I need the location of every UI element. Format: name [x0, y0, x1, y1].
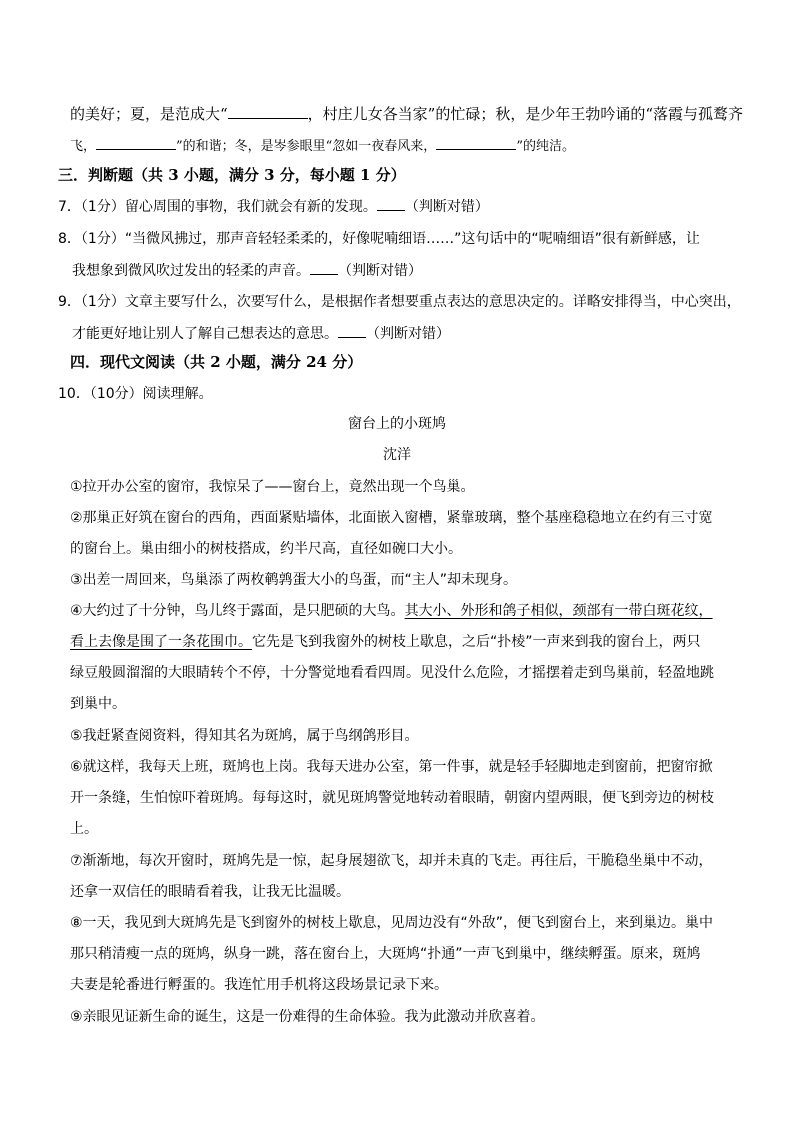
paragraph-8-line-2: 那只稍清瘦一点的斑鸠，纵身一跳，落在窗台上，大斑鸠“扑通”一声飞到巢中，继续孵蛋。原来，斑鸠: [70, 946, 701, 962]
question-text: 7．（1分）留心周围的事物，我们就会有新的发现。: [58, 199, 377, 215]
question-hint: （判断对错）: [404, 199, 489, 215]
fill-in-line-1: [70, 104, 743, 124]
question-text: 我想象到微风吹过发出的轻柔的声音。: [72, 263, 310, 279]
question-8-line-2: [72, 260, 422, 281]
question-9-line-1: 9．（1分）文章主要写什么，次要写什么，是根据作者想要重点表达的意思决定的。详略安排得当，中心突出，: [58, 294, 741, 310]
paragraph-text: 它先是飞到我窗外的树枝上歇息，之后“扑棱”一声来到我的窗台上，两只: [252, 634, 701, 650]
answer-blank[interactable]: [338, 323, 366, 338]
text: ，村庄儿女各当家”的忙碌；秋，是少年王勃吟诵的“落霞与孤鹜齐: [307, 105, 744, 123]
question-8-line-1: 8．（1分）“当微风拂过，那声音轻轻柔柔的，好像呢喃细语……”这句话中的“呢喃细语”很有新鲜感，让: [58, 231, 700, 247]
question-7: [58, 196, 489, 217]
section-heading: 四．现代文阅读（共 2 小题，满分 24 分）: [70, 353, 363, 371]
text: 的美好；夏，是范成大“: [70, 105, 228, 123]
paragraph-4-line-1: [70, 601, 713, 621]
paragraph-8-line-1: ⑧一天，我见到大斑鸠先是飞到窗外的树枝上歇息，见周边没有“外敌”，便飞到窗台上，来到巢边。巢中: [70, 915, 714, 931]
paragraph-7-line-1: ⑦渐渐地，每次开窗时，斑鸠先是一惊，起身展翅欲飞，却并未真的飞走。再往后，干脆稳坐巢中不动，: [70, 853, 713, 869]
paragraph-3: ③出差一周回来，鸟巢添了两枚鹌鹑蛋大小的鸟蛋，而“主人”却未现身。: [70, 572, 518, 588]
paragraph-2-line-2: 的窗台上。巢由细小的树枝搭成，约半尺高，直径如碗口大小。: [70, 541, 462, 557]
fill-in-line-2: [70, 135, 575, 157]
text: ”的纯洁。: [516, 139, 575, 154]
paragraph-4-line-3: 绿豆般圆溜溜的大眼睛转个不停，十分警觉地看看四周。见没什么危险，才摇摆着走到鸟巢前，轻盈地跳: [70, 665, 714, 681]
answer-blank[interactable]: [96, 135, 176, 150]
article-author: 沈洋: [383, 447, 411, 463]
underlined-sentence: 其大小、外形和鸽子相似，颈部有一带白斑花纹，: [404, 603, 713, 619]
paragraph-6-line-2: 开一条缝，生怕惊吓着斑鸠。每每这时，就见斑鸠警觉地转动着眼睛，朝窗内望两眼，便飞到旁边的树枝: [70, 790, 714, 806]
question-9-line-2: [72, 323, 450, 344]
paragraph-7-line-2: 还拿一双信任的眼睛看着我，让我无比温暖。: [70, 884, 350, 900]
paragraph-5: ⑤我赶紧查阅资料，得知其名为斑鸠，属于鸟纲鸽形目。: [70, 728, 419, 744]
paragraph-2-line-1: ②那巢正好筑在窗台的西角，西面紧贴墙体，北面嵌入窗槽，紧靠玻璃，整个基座稳稳地立在约有三寸宽: [70, 510, 713, 526]
paragraph-4-line-4: 到巢中。: [70, 696, 126, 712]
question-hint: （判断对错）: [338, 263, 422, 279]
paragraph-9: ⑨亲眼见证新生命的诞生，这是一份难得的生命体验。我为此激动并欣喜着。: [70, 1009, 545, 1025]
answer-blank[interactable]: [228, 104, 308, 119]
paragraph-1: ①拉开办公室的窗帘，我惊呆了——窗台上，竟然出现一个鸟巢。: [70, 479, 475, 495]
question-10: 10．（10分）阅读理解。: [58, 386, 213, 402]
question-text: 才能更好地让别人了解自己想表达的意思。: [72, 326, 338, 342]
answer-blank[interactable]: [377, 196, 405, 211]
paragraph-6-line-3: 上。: [70, 821, 98, 837]
answer-blank[interactable]: [310, 260, 338, 275]
underlined-sentence: 看上去像是围了一条花围巾。: [70, 634, 252, 650]
question-hint: （判断对错）: [366, 326, 450, 342]
text: ”的和谐；冬，是岑参眼里“忽如一夜春风来，: [176, 139, 437, 154]
answer-blank[interactable]: [436, 135, 516, 150]
text: 飞，: [70, 139, 97, 154]
paragraph-text: ④大约过了十分钟，鸟儿终于露面，是只肥硕的大鸟。: [70, 603, 405, 619]
paragraph-4-line-2: [70, 632, 701, 652]
section-heading: 三．判断题（共 3 小题，满分 3 分，每小题 1 分）: [58, 166, 406, 184]
paragraph-8-line-3: 夫妻是轮番进行孵蛋的。我连忙用手机将这段场景记录下来。: [70, 977, 448, 993]
paragraph-6-line-1: ⑥就这样，我每天上班，斑鸠也上岗。我每天进办公室，第一件事，就是轻手轻脚地走到窗前，把窗帘掀: [70, 759, 713, 775]
article-title: 窗台上的小斑鸠: [348, 416, 446, 432]
